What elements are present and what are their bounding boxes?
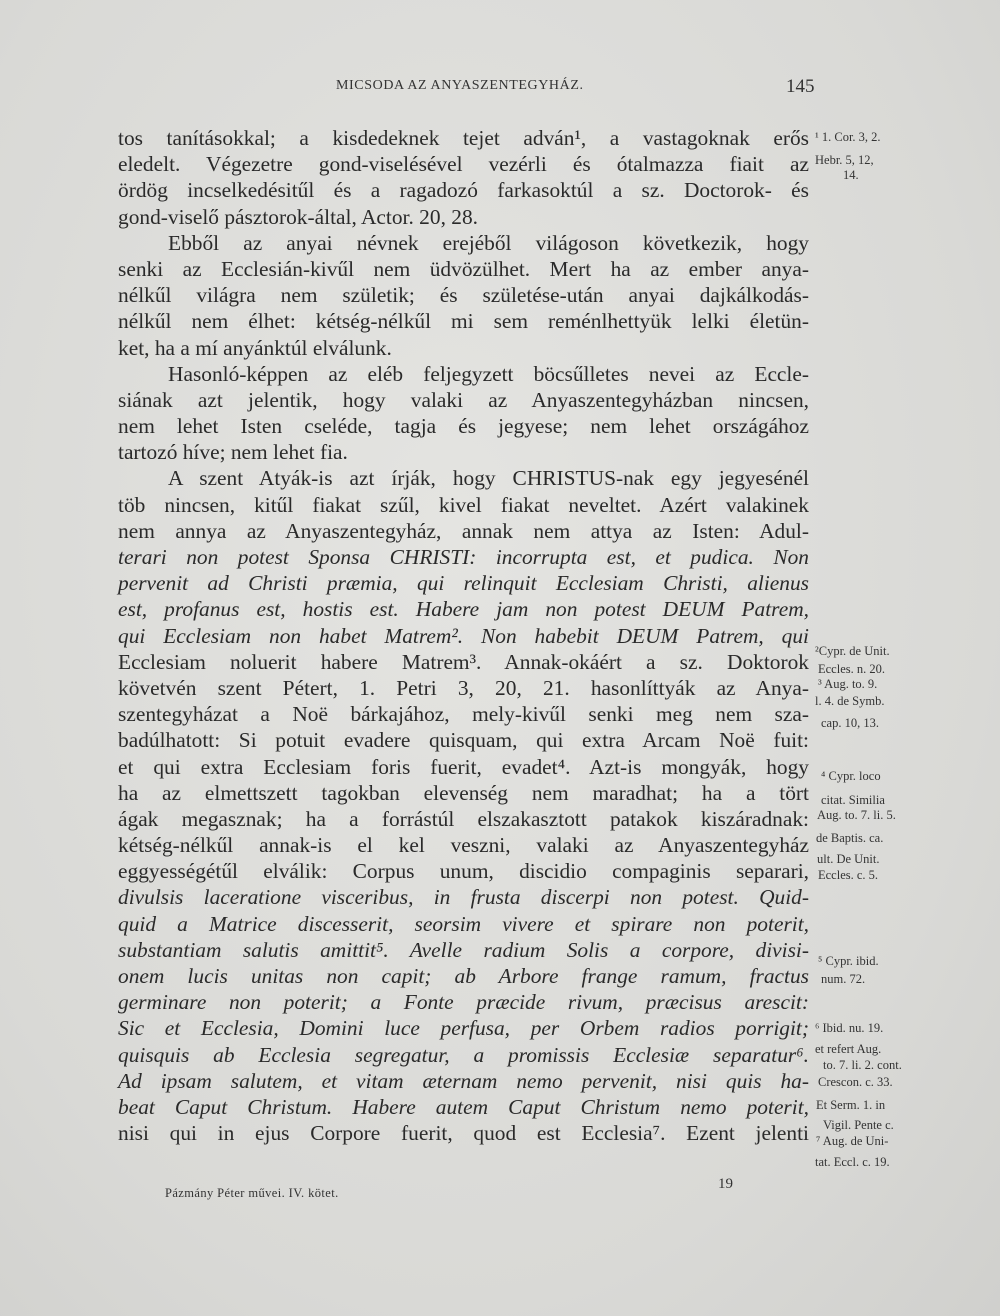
text-line: Sic et Ecclesia, Domini luce perfusa, per Orbem radios porrigit;: [118, 1016, 809, 1041]
text-line: nem lehet Isten cseléde, tagja és jegyese; nem lehet országához: [118, 414, 809, 439]
margin-note: l. 4. de Symb.: [815, 694, 885, 708]
text-line: töb nincsen, kitűl fiakat szűl, kivel fiakat neveltet. Azért valakinek: [118, 492, 809, 517]
margin-note: ⁵ Cypr. ibid.: [818, 954, 879, 968]
margin-note: 14.: [843, 168, 859, 182]
margin-note: to. 7. li. 2. cont.: [823, 1058, 902, 1072]
text-line: beat Caput Christum. Habere autem Caput Christum nemo poterit,: [118, 1094, 809, 1119]
text-line: ket, ha a mí anyánktúl elválunk.: [118, 335, 392, 360]
text-line: est, profanus est, hostis est. Habere jam non potest DEUM Patrem,: [118, 597, 809, 622]
text-line: Ebből az anyai névnek erejéből világoson következik, hogy: [168, 230, 809, 255]
margin-note: cap. 10, 13.: [821, 716, 879, 730]
margin-note: Crescon. c. 33.: [818, 1075, 893, 1089]
margin-note: ⁷ Aug. de Uni-: [816, 1134, 889, 1148]
text-line: qui Ecclesiam non habet Matrem². Non habebit DEUM Patrem, qui: [118, 623, 809, 648]
text-line: ha az elmettszett tagokban elevenség nem maradhat; ha a tört: [118, 780, 809, 805]
running-head: MICSODA AZ ANYASZENTEGYHÁZ.: [336, 78, 584, 93]
margin-note: ⁶ Ibid. nu. 19.: [815, 1021, 884, 1035]
text-line: quid a Matrice discesserit, seorsim vivere et spirare non poterit,: [118, 911, 809, 936]
text-line: terari non potest Sponsa CHRISTI: incorrupta est, et pudica. Non: [118, 545, 809, 569]
margin-note: Et Serm. 1. in: [816, 1098, 886, 1112]
margin-note: Vigil. Pente c.: [823, 1118, 894, 1132]
margin-note: ²Cypr. de Unit.: [815, 644, 890, 658]
text-line: követvén szent Pétert, 1. Petri 3, 20, 21. hasonlíttyák az Anya-: [118, 675, 809, 700]
margin-note: ult. De Unit.: [817, 852, 880, 866]
text-line: A szent Atyák-is azt írják, hogy CHRISTUS-nak egy jegyesénél: [168, 466, 809, 491]
text-line: gond-viselő pásztorok-által, Actor. 20, 28.: [118, 204, 479, 229]
text-line: senki az Ecclesián-kivűl nem üdvözülhet. Mert ha az ember anya-: [118, 256, 809, 281]
text-line: eledelt. Végezetre gond-viselésével vezérli és ótalmazza fiait az: [118, 152, 809, 177]
text-line: et qui extra Ecclesiam foris fuerit, evadet⁴. Azt-is mongyák, hogy: [118, 754, 809, 779]
margin-note: Hebr. 5, 12,: [815, 153, 874, 167]
page-header: [0, 76, 1000, 100]
text-line: siának azt jelentik, hogy valaki az Anyaszentegyházban nincsen,: [118, 387, 809, 412]
printer-signature: 19: [718, 1176, 733, 1192]
margin-note: ³ Aug. to. 9.: [818, 677, 878, 691]
text-line: nélkűl világra nem születik; és születése-után anyai dajkálkodás-: [118, 283, 809, 308]
text-line: divulsis laceratione visceribus, in frusta discerpi non potest. Quid-: [118, 885, 809, 910]
text-line: ördög incselkedésitűl és a ragadozó farkasoktúl a sz. Doctorok- és: [118, 178, 809, 203]
margin-note: citat. Similia: [821, 793, 885, 807]
text-line: nélkűl nem élhet: kétség-nélkűl mi sem reménlhettyük lelki életün-: [118, 309, 809, 334]
text-line: kétség-nélkűl annak-is el kel veszni, valaki az Anyaszentegyház: [118, 833, 809, 858]
text-line: szentegyházat a Noë bárkajához, mely-kivűl senki meg nem sza-: [118, 702, 809, 727]
text-line: Ecclesiam noluerit habere Matrem³. Annak-okáért a sz. Doktorok: [118, 649, 809, 674]
margin-note: ⁴ Cypr. loco: [821, 769, 881, 783]
text-line: quisquis ab Ecclesia segregatur, a promissis Ecclesiæ separatur⁶.: [118, 1042, 809, 1067]
margin-note: de Baptis. ca.: [816, 831, 884, 845]
page-number: 145: [786, 76, 815, 97]
imprint-line: Pázmány Péter művei. IV. kötet.: [165, 1186, 339, 1200]
text-line: pervenit ad Christi præmia, qui relinquit Ecclesiam Christi, alienus: [118, 571, 809, 596]
text-line: Hasonló-képpen az eléb feljegyzett böcsűlletes nevei az Eccle-: [168, 361, 809, 386]
text-line: ágak megasznak; ha a forrástúl elszakasztott patakok kiszáradnak:: [118, 806, 809, 831]
margin-note: Aug. to. 7. li. 5.: [817, 808, 896, 822]
text-line: substantiam salutis amittit⁵. Avelle radium Solis a corpore, divisi-: [118, 937, 809, 962]
margin-note: Eccles. c. 5.: [818, 868, 879, 882]
main-text: [118, 125, 809, 1146]
margin-note: tat. Eccl. c. 19.: [815, 1155, 890, 1169]
text-line: nisi qui in ejus Corpore fuerit, quod est Ecclesia⁷. Ezent jelenti: [118, 1121, 809, 1146]
text-line: germinare non poterit; a Fonte præcide rivum, præcisus arescit:: [118, 990, 809, 1015]
text-line: badúlhatott: Si potuit evadere quisquam, qui extra Arcam Noë fuit:: [118, 728, 809, 753]
margin-note: Eccles. n. 20.: [818, 662, 885, 676]
text-line: onem lucis unitas non capit; ab Arbore frange ramum, fractus: [118, 964, 809, 988]
margin-note: num. 72.: [821, 972, 866, 986]
text-line: tartozó híve; nem lehet fia.: [118, 440, 348, 465]
margin-note: ¹ 1. Cor. 3, 2.: [815, 130, 881, 144]
text-line: Ad ipsam salutem, et vitam æternam nemo pervenit, nisi quis ha-: [118, 1068, 809, 1093]
text-line: tos tanításokkal; a kisdedeknek tejet adván¹, a vastagoknak erős: [118, 126, 809, 150]
text-line: eggyességétűl elválik: Corpus unum, discidio compaginis separari,: [118, 859, 809, 884]
text-line: nem annya az Anyaszentegyház, annak nem attya az Isten: Adul-: [118, 518, 809, 543]
margin-note: et refert Aug.: [815, 1042, 882, 1056]
